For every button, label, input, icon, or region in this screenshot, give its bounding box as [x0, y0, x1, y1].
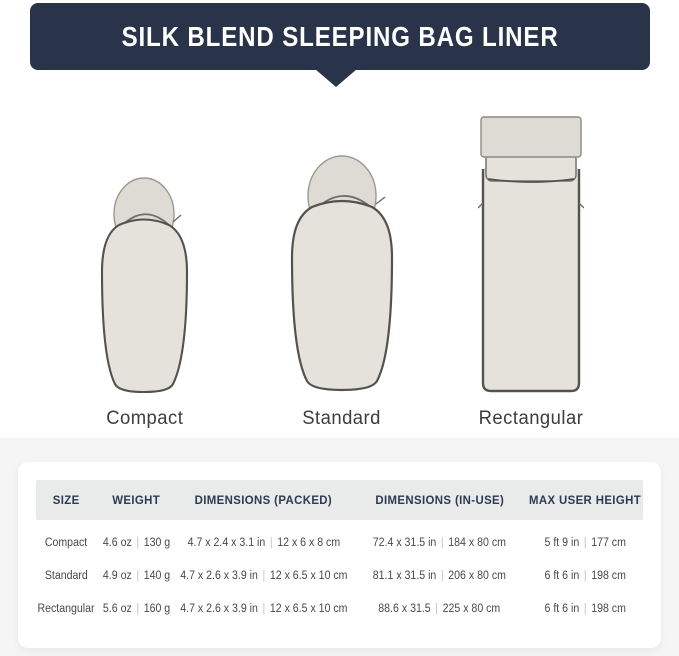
- table-row: [36, 559, 643, 592]
- table-cell: 5.6 oz | 160 g: [102, 602, 170, 615]
- pillow-sleeve: [481, 117, 581, 157]
- unit-separator: |: [135, 569, 139, 582]
- table-cell: 5 ft 9 in | 177 cm: [544, 536, 626, 549]
- unit-separator: |: [262, 569, 265, 582]
- product-label: Rectangular: [478, 408, 584, 429]
- product-label: Compact: [105, 408, 184, 429]
- column-header: DIMENSIONS (PACKED): [194, 493, 333, 507]
- table-cell: 4.9 oz | 140 g: [102, 569, 170, 582]
- column-header: MAX USER HEIGHT: [529, 493, 642, 507]
- table-cell: 81.1 x 31.5 in | 206 x 80 cm: [373, 569, 507, 582]
- table-row: [36, 526, 643, 559]
- body-shape: [102, 220, 187, 393]
- table-cell: 4.7 x 2.4 x 3.1 in | 12 x 6 x 8 cm: [187, 536, 340, 549]
- page-title: SILK BLEND SLEEPING BAG LINER: [121, 20, 559, 52]
- table-body: [36, 520, 643, 625]
- table-header-row: [36, 480, 643, 520]
- table-cell: 72.4 x 31.5 in | 184 x 80 cm: [373, 536, 507, 549]
- table-cell: Standard: [44, 569, 88, 582]
- unit-separator: |: [583, 602, 587, 615]
- product-compact: [97, 168, 192, 430]
- unit-separator: |: [441, 536, 444, 549]
- standard-liner-illustration: [286, 146, 398, 395]
- table-cell: Compact: [45, 536, 88, 549]
- zipper-pull: [376, 197, 385, 204]
- table-cell: 88.6 x 31.5 | 225 x 80 cm: [378, 602, 501, 615]
- column-header: WEIGHT: [112, 493, 161, 507]
- table-cell: 4.7 x 2.6 x 3.9 in | 12 x 6.5 x 10 cm: [179, 569, 348, 582]
- table-cell: 6 ft 6 in | 198 cm: [544, 569, 626, 582]
- column-header: DIMENSIONS (IN-USE): [375, 493, 505, 507]
- banner-pointer-down-icon: [315, 69, 357, 87]
- unit-separator: |: [262, 602, 265, 615]
- unit-separator: |: [435, 602, 439, 615]
- rectangular-liner-illustration: [478, 115, 584, 395]
- table-cell: Rectangular: [37, 602, 95, 615]
- product-label: Standard: [302, 408, 382, 429]
- table-cell: 6 ft 6 in | 198 cm: [544, 602, 626, 615]
- body-shape: [483, 165, 579, 391]
- table-cell: 4.6 oz | 130 g: [102, 536, 170, 549]
- table-cell: 4.7 x 2.6 x 3.9 in | 12 x 6.5 x 10 cm: [179, 602, 348, 615]
- unit-separator: |: [135, 602, 139, 615]
- title-banner: [30, 3, 650, 70]
- product-rectangular: [478, 115, 584, 430]
- body-shape: [292, 201, 392, 390]
- spec-card: [18, 462, 661, 648]
- unit-separator: |: [441, 569, 444, 582]
- unit-separator: |: [583, 536, 587, 549]
- table-row: [36, 592, 643, 625]
- unit-separator: |: [583, 569, 587, 582]
- unit-separator: |: [269, 536, 273, 549]
- compact-liner-illustration: [97, 168, 192, 395]
- product-standard: [286, 146, 398, 430]
- column-header: SIZE: [52, 493, 80, 507]
- unit-separator: |: [135, 536, 139, 549]
